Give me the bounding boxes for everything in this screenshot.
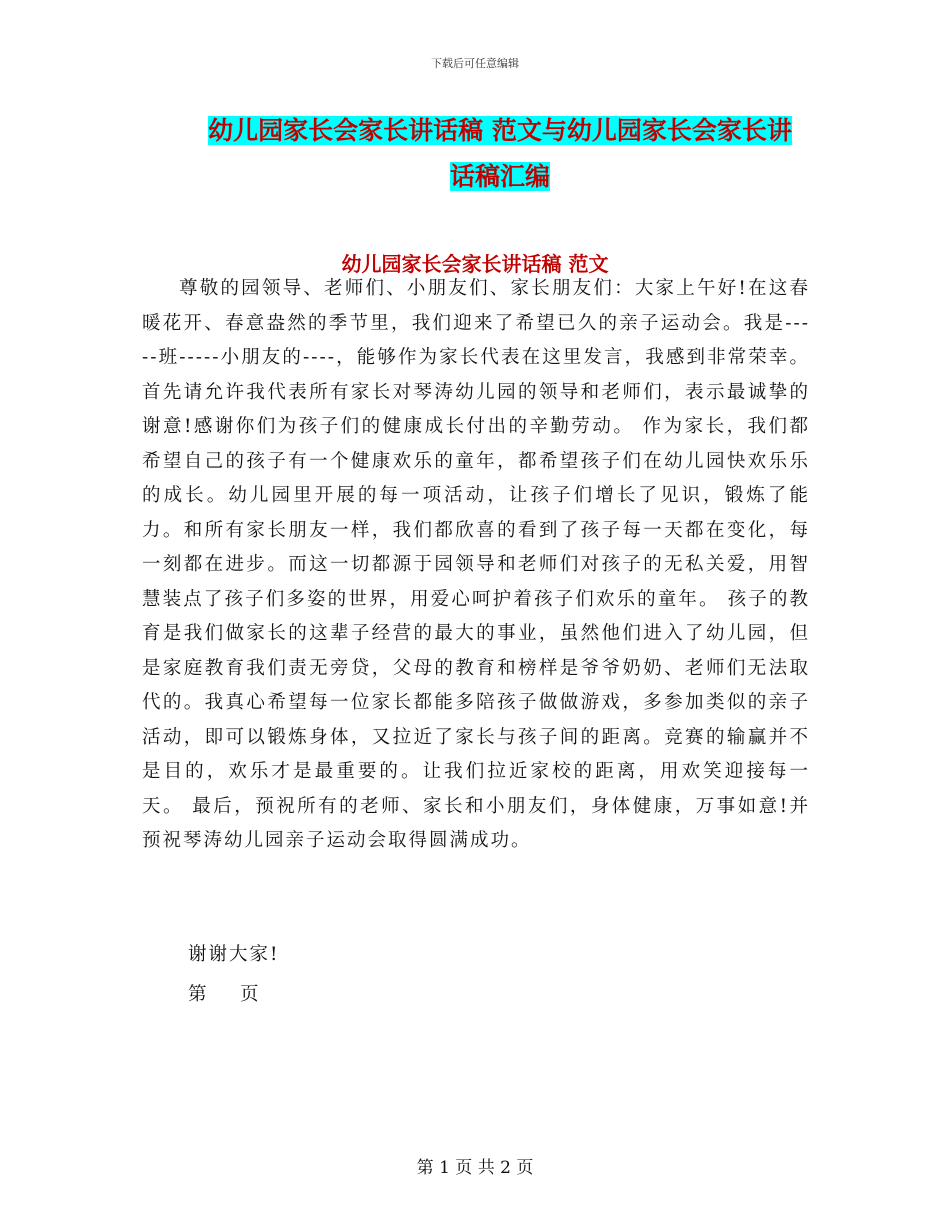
document-title xyxy=(140,108,860,200)
document-title-line1: 幼儿园家长会家长讲话稿 范文与幼儿园家长会家长讲 xyxy=(208,116,792,145)
speech-body: 尊敬的园领导、老师们、小朋友们、家长朋友们：大家上午好!在这春暖花开、春意盎然的季节里，我们迎来了希望已久的亲子运动会。我是-----班-----小朋友的----，能够作为家长代表在这里发言，我感到非常荣幸。首先请允许我代表所有家长对琴涛幼儿园的领导和老师们，表示最诚挚的谢意!感谢你们为孩子们的健康成长付出的辛勤劳动。 作为家长，我们都希望自己的孩子有一个健康欢乐的童年，都希望孩子们在幼儿园快欢乐乐的成长。幼儿园里开展的每一项活动，让孩子们增长了见识，锻炼了能力。和所有家长朋友一样，我们都欣喜的看到了孩子每一天都在变化，每一刻都在进步。而这一切都源于园领导和老师们对孩子的无私关爱，用智慧装点了孩子们多姿的世界，用爱心呵护着孩子们欢乐的童年。 孩子的教育是我们做家长的这辈子经营的最大的事业，虽然他们进入了幼儿园，但是家庭教育我们责无旁贷，父母的教育和榜样是爷爷奶奶、老师们无法取代的。我真心希望每一位家长都能多陪孩子做做游戏，多参加类似的亲子活动，即可以锻炼身体，又拉近了家长与孩子间的距离。竞赛的输赢并不是目的，欢乐才是最重要的。让我们拉近家校的距离，用欢笑迎接每一天。 最后，预祝所有的老师、家长和小朋友们，身体健康，万事如意!并预祝琴涛幼儿园亲子运动会取得圆满成功。 xyxy=(142,278,810,851)
closing-line: 谢谢大家! xyxy=(188,944,280,965)
header-note: 下载后可任意编辑 xyxy=(431,57,519,70)
section-title: 幼儿园家长会家长讲话稿 范文 xyxy=(341,252,609,276)
page-footer: 第 1 页 共 2 页 xyxy=(416,1158,534,1178)
document-title-line2: 话稿汇编 xyxy=(449,162,550,191)
page-mark: 第 页 xyxy=(188,984,261,1005)
